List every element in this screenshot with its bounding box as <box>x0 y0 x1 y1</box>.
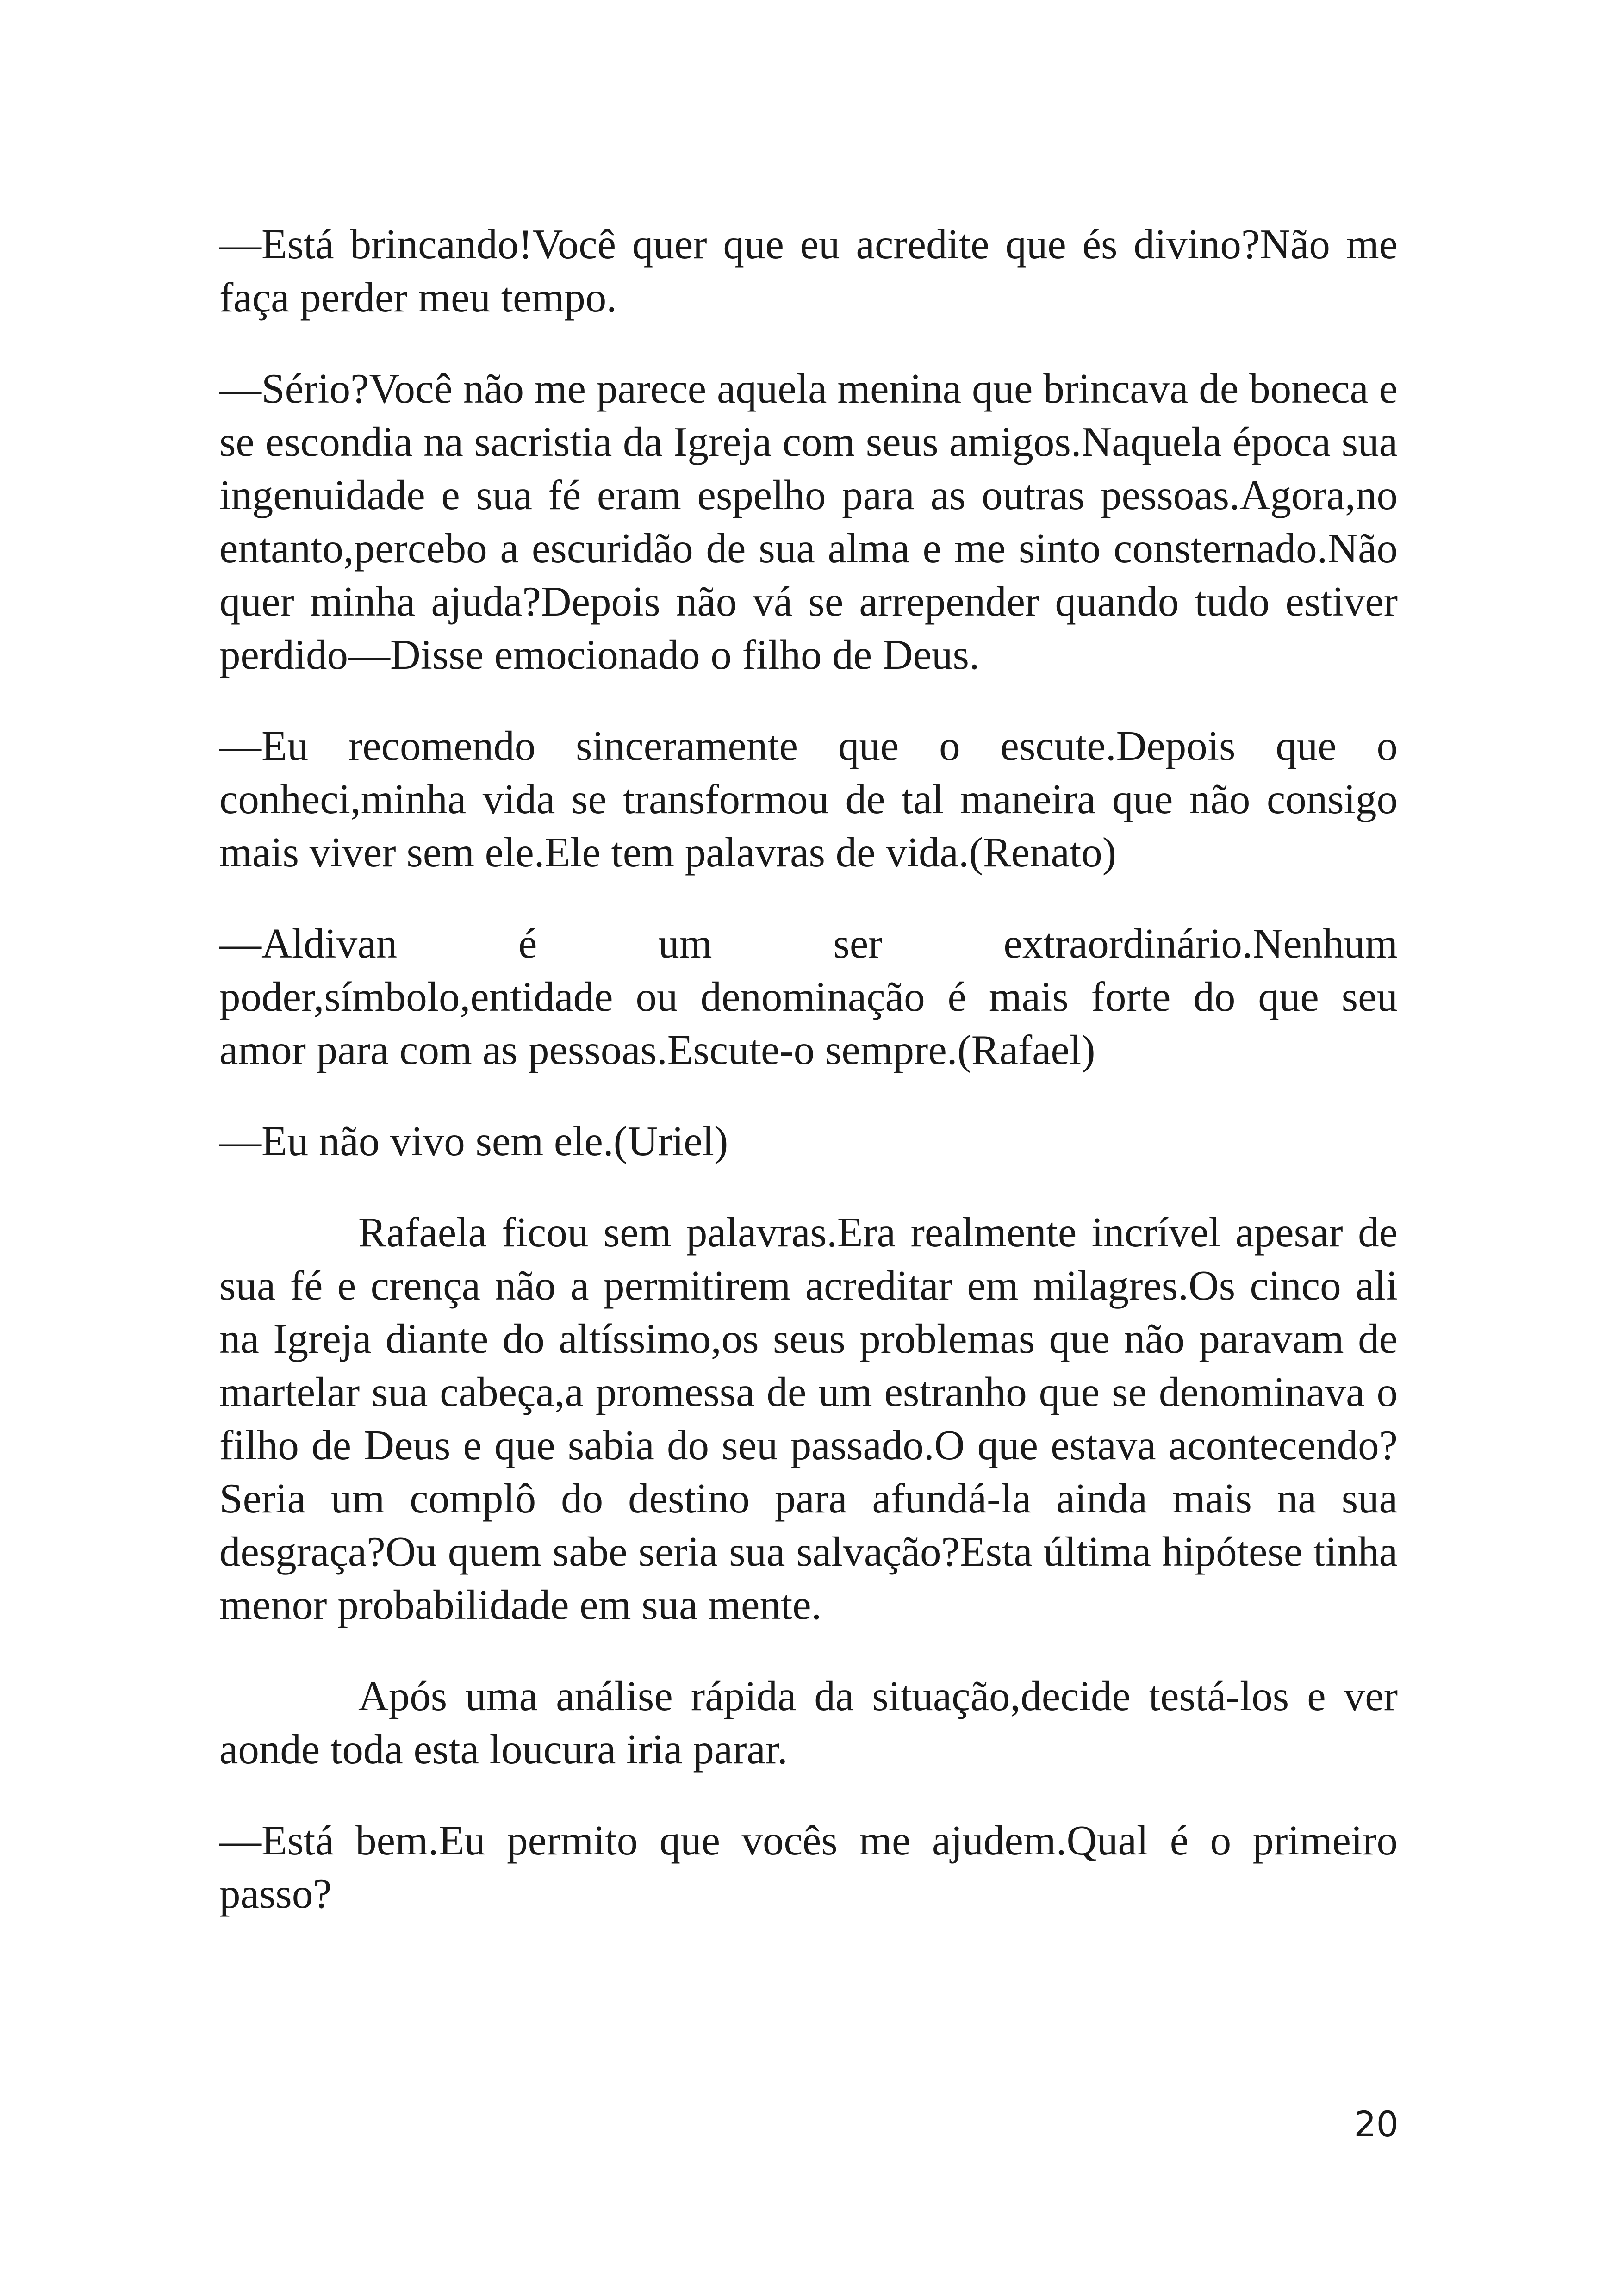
paragraph-8: —Está bem.Eu permito que vocês me ajudem.Qual é o primeiro passo? <box>219 1817 1398 1917</box>
paragraph-7: Após uma análise rápida da situação,decide testá-los e ver aonde toda esta loucura iria parar. <box>219 1673 1398 1773</box>
paragraph-2: —Sério?Você não me parece aquela menina que brincava de boneca e se escondia na sacristia da Igreja com seus amigos.Naquela época sua ingenuidade e sua fé eram espelho para as outras pessoas.Agora,no entanto,percebo a escuridão de sua alma e me sinto consternado.Não quer minha ajuda?Depois não vá se arrepender quando tudo estiver perdido—Disse emocionado o filho de Deus. <box>219 365 1398 678</box>
paragraph-1: —Está brincando!Você quer que eu acredite que és divino?Não me faça perder meu tempo. <box>219 221 1398 321</box>
paragraph-4-line-1: —Aldivan é um ser extraordinário.Nenhum <box>219 920 1398 967</box>
paragraph-6: Rafaela ficou sem palavras.Era realmente incrível apesar de sua fé e crença não a permitirem acreditar em milagres.Os cinco ali na Igreja diante do altíssimo,os seus problemas que não paravam de martelar sua cabeça,a promessa de um estranho que se denominava o filho de Deus e que sabia do seu passado.O que estava acontecendo?Seria um complô do destino para afundá-la ainda mais na sua desgraça?Ou quem sabe seria sua salvação?Esta última hipótese tinha menor probabilidade em sua mente. <box>219 1209 1398 1628</box>
paragraph-4-rest: poder,símbolo,entidade ou denominação é mais forte do que seu amor para com as pessoas.Escute-o sempre.(Rafael) <box>219 973 1398 1073</box>
paragraph-5: —Eu não vivo sem ele.(Uriel) <box>219 1118 728 1164</box>
page-number: 20 <box>1354 2103 1399 2145</box>
paragraph-3: —Eu recomendo sinceramente que o escute.Depois que o conheci,minha vida se transformou de tal maneira que não consigo mais viver sem ele.Ele tem palavras de vida.(Renato) <box>219 722 1398 876</box>
body-text <box>219 218 1398 1958</box>
